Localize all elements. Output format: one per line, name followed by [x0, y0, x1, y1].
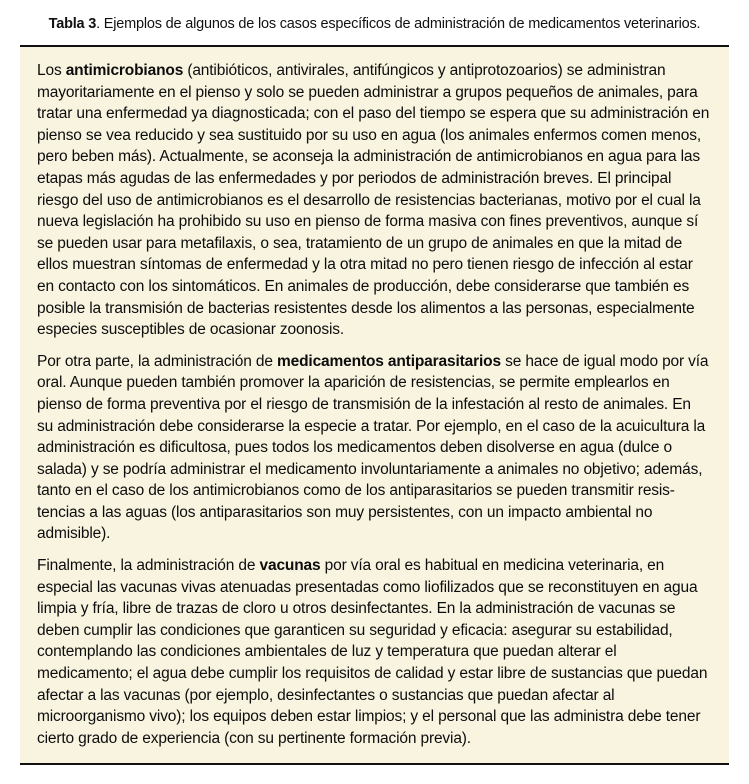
paragraph-antimicrobials-pre: Los	[37, 62, 66, 79]
paragraph-vaccines-post: por vía oral es habitual en medicina veterinaria, en especial las vacunas vivas atenuadas presentadas como liofilizados que se reconstituyen en agua limpia y fría, libre de trazas de cloro u otros desinfectantes. En la administración de vacunas se deben cumplir las condiciones que garanticen su seguridad y eficacia: asegurar su estabilidad, contemplando las condiciones ambientales de luz y temperatura que puedan alterar el medicamento; el agua debe cumplir los requisitos de calidad y estar libre de sustancias que puedan afectar a las vacunas (por ejemplo, desinfectantes o sustancias que puedan afectar al microorganismo vivo); los equipos deben estar limpios; y el personal que las administra debe tener cierto grado de experiencia (con su pertinente formación previa).	[37, 557, 708, 747]
paragraph-antimicrobials	[37, 60, 711, 341]
table-number: Tabla 3	[48, 16, 97, 32]
paragraph-antiparasitics-post: se hace de igual modo por vía oral. Aunque pueden también promover la aparición de resistencias, se permite emplearlos en pienso de forma preventiva por el riesgo de transmisión de la infestación al resto de animales. En su administración debe considerarse la especie a tratar. Por ejemplo, en el caso de la acuicultura la administración es dificultosa, pues todos los medicamentos deben disolverse en agua (dulce o salada) y se podría administrar el medicamento involuntariamente a animales no objetivo; además, tanto en el caso de los antimicrobianos como de los antiparasitarios se pueden transmitir resis-tencias a las aguas (los antiparasitarios son muy persistentes, con un impacto ambiental no admisible).	[37, 352, 709, 543]
paragraph-vaccines-pre: Finalmente, la administración de	[37, 557, 260, 575]
paragraph-antiparasitics	[37, 351, 711, 545]
paragraph-antiparasitics-pre: Por otra parte, la administración de	[37, 352, 277, 370]
term-antimicrobianos: antimicrobianos	[65, 62, 184, 79]
table-caption	[0, 0, 749, 34]
paragraph-antimicrobials-post: (antibióticos, antivirales, antifúngicos y antiprotozoarios) se administran mayoritariamente en el pienso y solo se pueden administrar a grupos pequeños de animales, para tratar una enfermedad ya diagnosticada; con el paso del tiempo se espera que su administración en pienso se vea reducido y sea sustituido por su uso en agua (los animales enfermos comen menos, pero beben más). Actualmente, se aconseja la administración de antimicrobianos en agua para las etapas más agudas de las enfermedades y por periodos de administración breves. El principal riesgo del uso de antimicrobianos es el desarrollo de resistencias bacterianas, motivo por el cual la nueva legislación ha prohibido su uso en pienso de forma masiva con fines preventivos, aunque sí se pueden usar para metafilaxis, o sea, tratamiento de un grupo de animales en que la mitad de ellos muestran síntomas de enfermedad y la otra mitad no pero tienen riesgo de infección al estar en contacto con los sintomáticos. En animales de producción, debe considerarse que también es posible la transmisión de bacterias resistentes desde los alimentos a las personas, especialmente especies susceptibles de ocasionar zoonosis.	[37, 62, 710, 339]
term-medicamentos-antiparasitarios: medicamentos antiparasitarios	[277, 352, 501, 370]
table-body	[20, 45, 729, 765]
paragraph-vaccines	[37, 555, 711, 749]
table-caption-text: . Ejemplos de algunos de los casos específicos de administración de medicamentos veterinarios.	[96, 16, 701, 32]
term-vacunas: vacunas	[259, 557, 321, 575]
